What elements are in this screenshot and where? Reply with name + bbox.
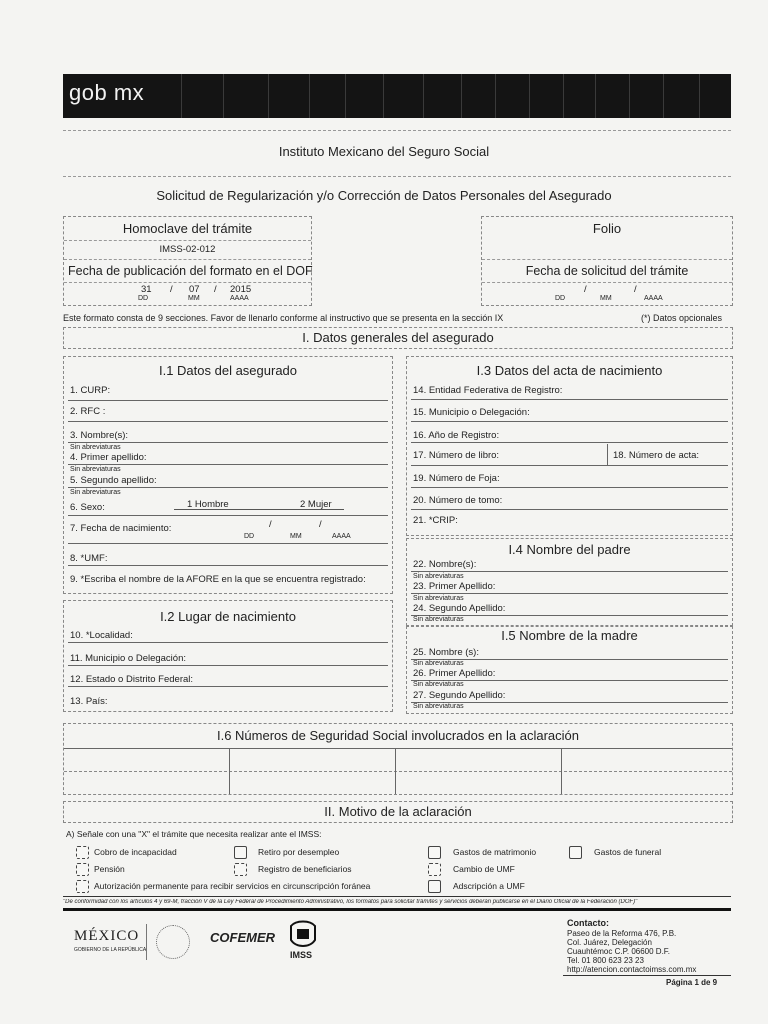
pub-year: 2015: [230, 284, 252, 295]
municipio-field[interactable]: 11. Municipio o Delegación:: [70, 653, 187, 664]
option-pension: Pensión: [94, 864, 125, 874]
optional-note: (*) Datos opcionales: [641, 313, 723, 323]
sin-abreviaturas: Sin abreviaturas: [413, 616, 464, 623]
imss-logo-text: IMSS: [290, 950, 313, 960]
option-adscripcion-umf: Adscripción a UMF: [453, 881, 525, 891]
madre-nombre-field[interactable]: 25. Nombre (s):: [413, 647, 479, 658]
legal-disclaimer: "De conformidad con los artículos 4 y 69-M, fracción V de la Ley Federal de Procedimiento Administrativo, los formatos para solicitar trámites y servicios deberán publicarse en el Diario Oficial de la Federación (DOF)": [63, 899, 638, 905]
pub-day: 31: [141, 284, 152, 295]
madre-segundo-apellido-field[interactable]: 27. Segundo Apellido:: [413, 690, 506, 701]
section-1-1: I.1 Datos del asegurado 1. CURP: 2. RFC : 3. Nombre(s): Sin abreviaturas 4. Primer apellido: Sin abreviaturas 5. Segundo apellido: Sin abreviaturas 6. Sexo: 1 Hombre 2 Mujer 7. Fecha de nacimiento: / / DD MM AAAA 8. *UMF: 9. *Escriba el nombre de la AFORE en la que se encuentra registrado:: [63, 356, 393, 594]
sin-abreviaturas: Sin abreviaturas: [413, 681, 464, 688]
checkbox-autorizacion-permanente[interactable]: [76, 880, 89, 893]
section-1-3-title: I.3 Datos del acta de nacimiento: [476, 363, 663, 378]
checkbox-gastos-funeral[interactable]: [569, 846, 582, 859]
numero-tomo-field[interactable]: 20. Número de tomo:: [413, 495, 503, 506]
sin-abreviaturas: Sin abreviaturas: [70, 489, 121, 496]
primer-apellido-field[interactable]: 4. Primer apellido:: [70, 452, 147, 463]
homoclave-value: IMSS-02-012: [159, 244, 216, 255]
checkbox-cambio-umf[interactable]: [428, 863, 441, 876]
checkbox-retiro-desempleo[interactable]: [234, 846, 247, 859]
fecha-nacimiento-field[interactable]: 7. Fecha de nacimiento:: [70, 523, 172, 534]
gobmx-logo: gob mx: [69, 80, 145, 105]
numero-libro-field[interactable]: 17. Número de libro:: [413, 450, 500, 461]
institution-title: Instituto Mexicano del Seguro Social: [278, 144, 490, 159]
option-cambio-umf: Cambio de UMF: [453, 864, 515, 874]
segundo-apellido-field[interactable]: 5. Segundo apellido:: [70, 475, 157, 486]
nss-cell-1[interactable]: [64, 749, 229, 794]
pais-field[interactable]: 13. País:: [70, 696, 108, 707]
aaaa-label: AAAA: [644, 295, 663, 302]
mm-label: MM: [188, 295, 200, 302]
section-1-title: I. Datos generales del asegurado: [302, 330, 494, 345]
aaaa-label: AAAA: [332, 533, 351, 540]
section-2-header: [63, 801, 733, 823]
sexo-hombre-option[interactable]: 1 Hombre: [187, 499, 229, 510]
homoclave-label: Homoclave del trámite: [122, 221, 253, 236]
cofemer-logo: COFEMER: [210, 930, 275, 945]
option-retiro-desempleo: Retiro por desempleo: [258, 847, 340, 857]
sin-abreviaturas: Sin abreviaturas: [413, 660, 464, 667]
sexo-mujer-option[interactable]: 2 Mujer: [300, 499, 332, 510]
aaaa-label: AAAA: [230, 295, 249, 302]
mexico-logo-text: MÉXICO: [74, 928, 140, 944]
checkbox-adscripcion-umf[interactable]: [428, 880, 441, 893]
sin-abreviaturas: Sin abreviaturas: [413, 573, 464, 580]
imss-eagle-icon: [286, 920, 320, 952]
municipio-registro-field[interactable]: 15. Municipio o Delegación:: [413, 407, 530, 418]
sexo-field: 6. Sexo:: [70, 502, 105, 513]
afore-field[interactable]: 9. *Escriba el nombre de la AFORE en la que se encuentra registrado:: [70, 574, 366, 585]
folio-label: Folio: [592, 221, 622, 236]
rfc-field[interactable]: 2. RFC :: [70, 406, 106, 417]
section-1-1-title: I.1 Datos del asegurado: [158, 363, 298, 378]
padre-segundo-apellido-field[interactable]: 24. Segundo Apellido:: [413, 603, 506, 614]
option-autorizacion-permanente: Autorización permanente para recibir servicios en circunscripción foránea: [94, 881, 371, 891]
madre-primer-apellido-field[interactable]: 26. Primer Apellido:: [413, 668, 496, 679]
contact-line: Cuauhtémoc C.P. 06600 D.F.: [567, 947, 671, 956]
option-gastos-matrimonio: Gastos de matrimonio: [453, 847, 537, 857]
section-1-6: [63, 723, 733, 795]
sin-abreviaturas: Sin abreviaturas: [413, 595, 464, 602]
section-1-header: [63, 327, 733, 349]
dd-label: DD: [244, 533, 255, 540]
section-2-instruction: A) Señale con una "X" el trámite que necesita realizar ante el IMSS:: [66, 829, 322, 839]
anio-registro-field[interactable]: 16. Año de Registro:: [413, 430, 500, 441]
fecha-solicitud-label: Fecha de solicitud del trámite: [525, 264, 689, 278]
contact-line: Paseo de la Reforma 476, P.B.: [567, 929, 677, 938]
nss-cell-4[interactable]: [562, 749, 732, 794]
option-cobro-incapacidad: Cobro de incapacidad: [94, 847, 177, 857]
option-gastos-funeral: Gastos de funeral: [594, 847, 662, 857]
sin-abreviaturas: Sin abreviaturas: [70, 466, 121, 473]
contact-title: Contacto:: [567, 918, 609, 928]
dd-label: DD: [555, 295, 566, 302]
folio-box: Folio Fecha de solicitud del trámite / / DD MM AAAA: [481, 216, 733, 306]
mm-label: MM: [290, 533, 302, 540]
section-1-4-title: I.4 Nombre del padre: [508, 542, 631, 557]
crip-field[interactable]: 21. *CRIP:: [413, 515, 458, 526]
checkbox-registro-beneficiarios[interactable]: [234, 863, 247, 876]
nss-cell-2[interactable]: [230, 749, 395, 794]
padre-primer-apellido-field[interactable]: 23. Primer Apellido:: [413, 581, 496, 592]
section-1-5: [406, 626, 733, 714]
numero-foja-field[interactable]: 19. Número de Foja:: [413, 473, 500, 484]
sin-abreviaturas: Sin abreviaturas: [413, 703, 464, 710]
pub-month: 07: [189, 284, 200, 295]
numero-acta-field[interactable]: 18. Número de acta:: [613, 450, 700, 461]
page-number: Página 1 de 9: [666, 978, 718, 987]
section-1-3: [406, 356, 733, 536]
contact-phone: Tel. 01 800 623 23 23: [567, 956, 644, 965]
option-registro-beneficiarios: Registro de beneficiarios: [258, 864, 352, 874]
dd-label: DD: [138, 295, 149, 302]
mexico-logo-subtitle: GOBIERNO DE LA REPÚBLICA: [74, 947, 147, 953]
homoclave-box: Homoclave del trámite IMSS-02-012 Fecha de publicación del formato en el DOF 31 / 07 / 2015 DD MM AAAA: [63, 216, 312, 306]
checkbox-gastos-matrimonio[interactable]: [428, 846, 441, 859]
curp-field[interactable]: 1. CURP:: [70, 385, 111, 396]
fecha-publicacion-label: Fecha de publicación del formato en el DOF: [68, 264, 313, 278]
section-1-4: [406, 538, 733, 626]
form-subtitle: Solicitud de Regularización y/o Corrección de Datos Personales del Asegurado: [156, 188, 612, 203]
notice-text: Este formato consta de 9 secciones. Favor de llenarlo conforme al instructivo que se presenta en la sección IX: [63, 313, 504, 323]
section-1-6-title: I.6 Números de Seguridad Social involucrados en la aclaración: [216, 728, 580, 743]
contact-line: Col. Juárez, Delegación: [567, 938, 652, 947]
localidad-field[interactable]: 10. *Localidad:: [70, 630, 133, 641]
section-2-title: II. Motivo de la aclaración: [324, 804, 472, 819]
estado-field[interactable]: 12. Estado o Distrito Federal:: [70, 674, 194, 685]
padre-nombre-field[interactable]: 22. Nombre(s):: [413, 559, 477, 570]
umf-field[interactable]: 8. *UMF:: [70, 553, 108, 564]
gobmx-banner: [63, 74, 731, 118]
contact-url[interactable]: http://atencion.contactoimss.com.mx: [567, 965, 697, 974]
section-1-2: [63, 600, 393, 712]
checkbox-cobro-incapacidad[interactable]: [76, 846, 89, 859]
mm-label: MM: [600, 295, 612, 302]
nombre-field[interactable]: 3. Nombre(s):: [70, 430, 129, 441]
section-1-2-title: I.2 Lugar de nacimiento: [160, 609, 296, 624]
national-seal-icon: [156, 925, 190, 959]
nss-cell-3[interactable]: [396, 749, 561, 794]
entidad-registro-field[interactable]: 14. Entidad Federativa de Registro:: [413, 385, 563, 396]
checkbox-pension[interactable]: [76, 863, 89, 876]
sin-abreviaturas: Sin abreviaturas: [70, 444, 121, 451]
section-1-5-title: I.5 Nombre de la madre: [501, 628, 638, 643]
